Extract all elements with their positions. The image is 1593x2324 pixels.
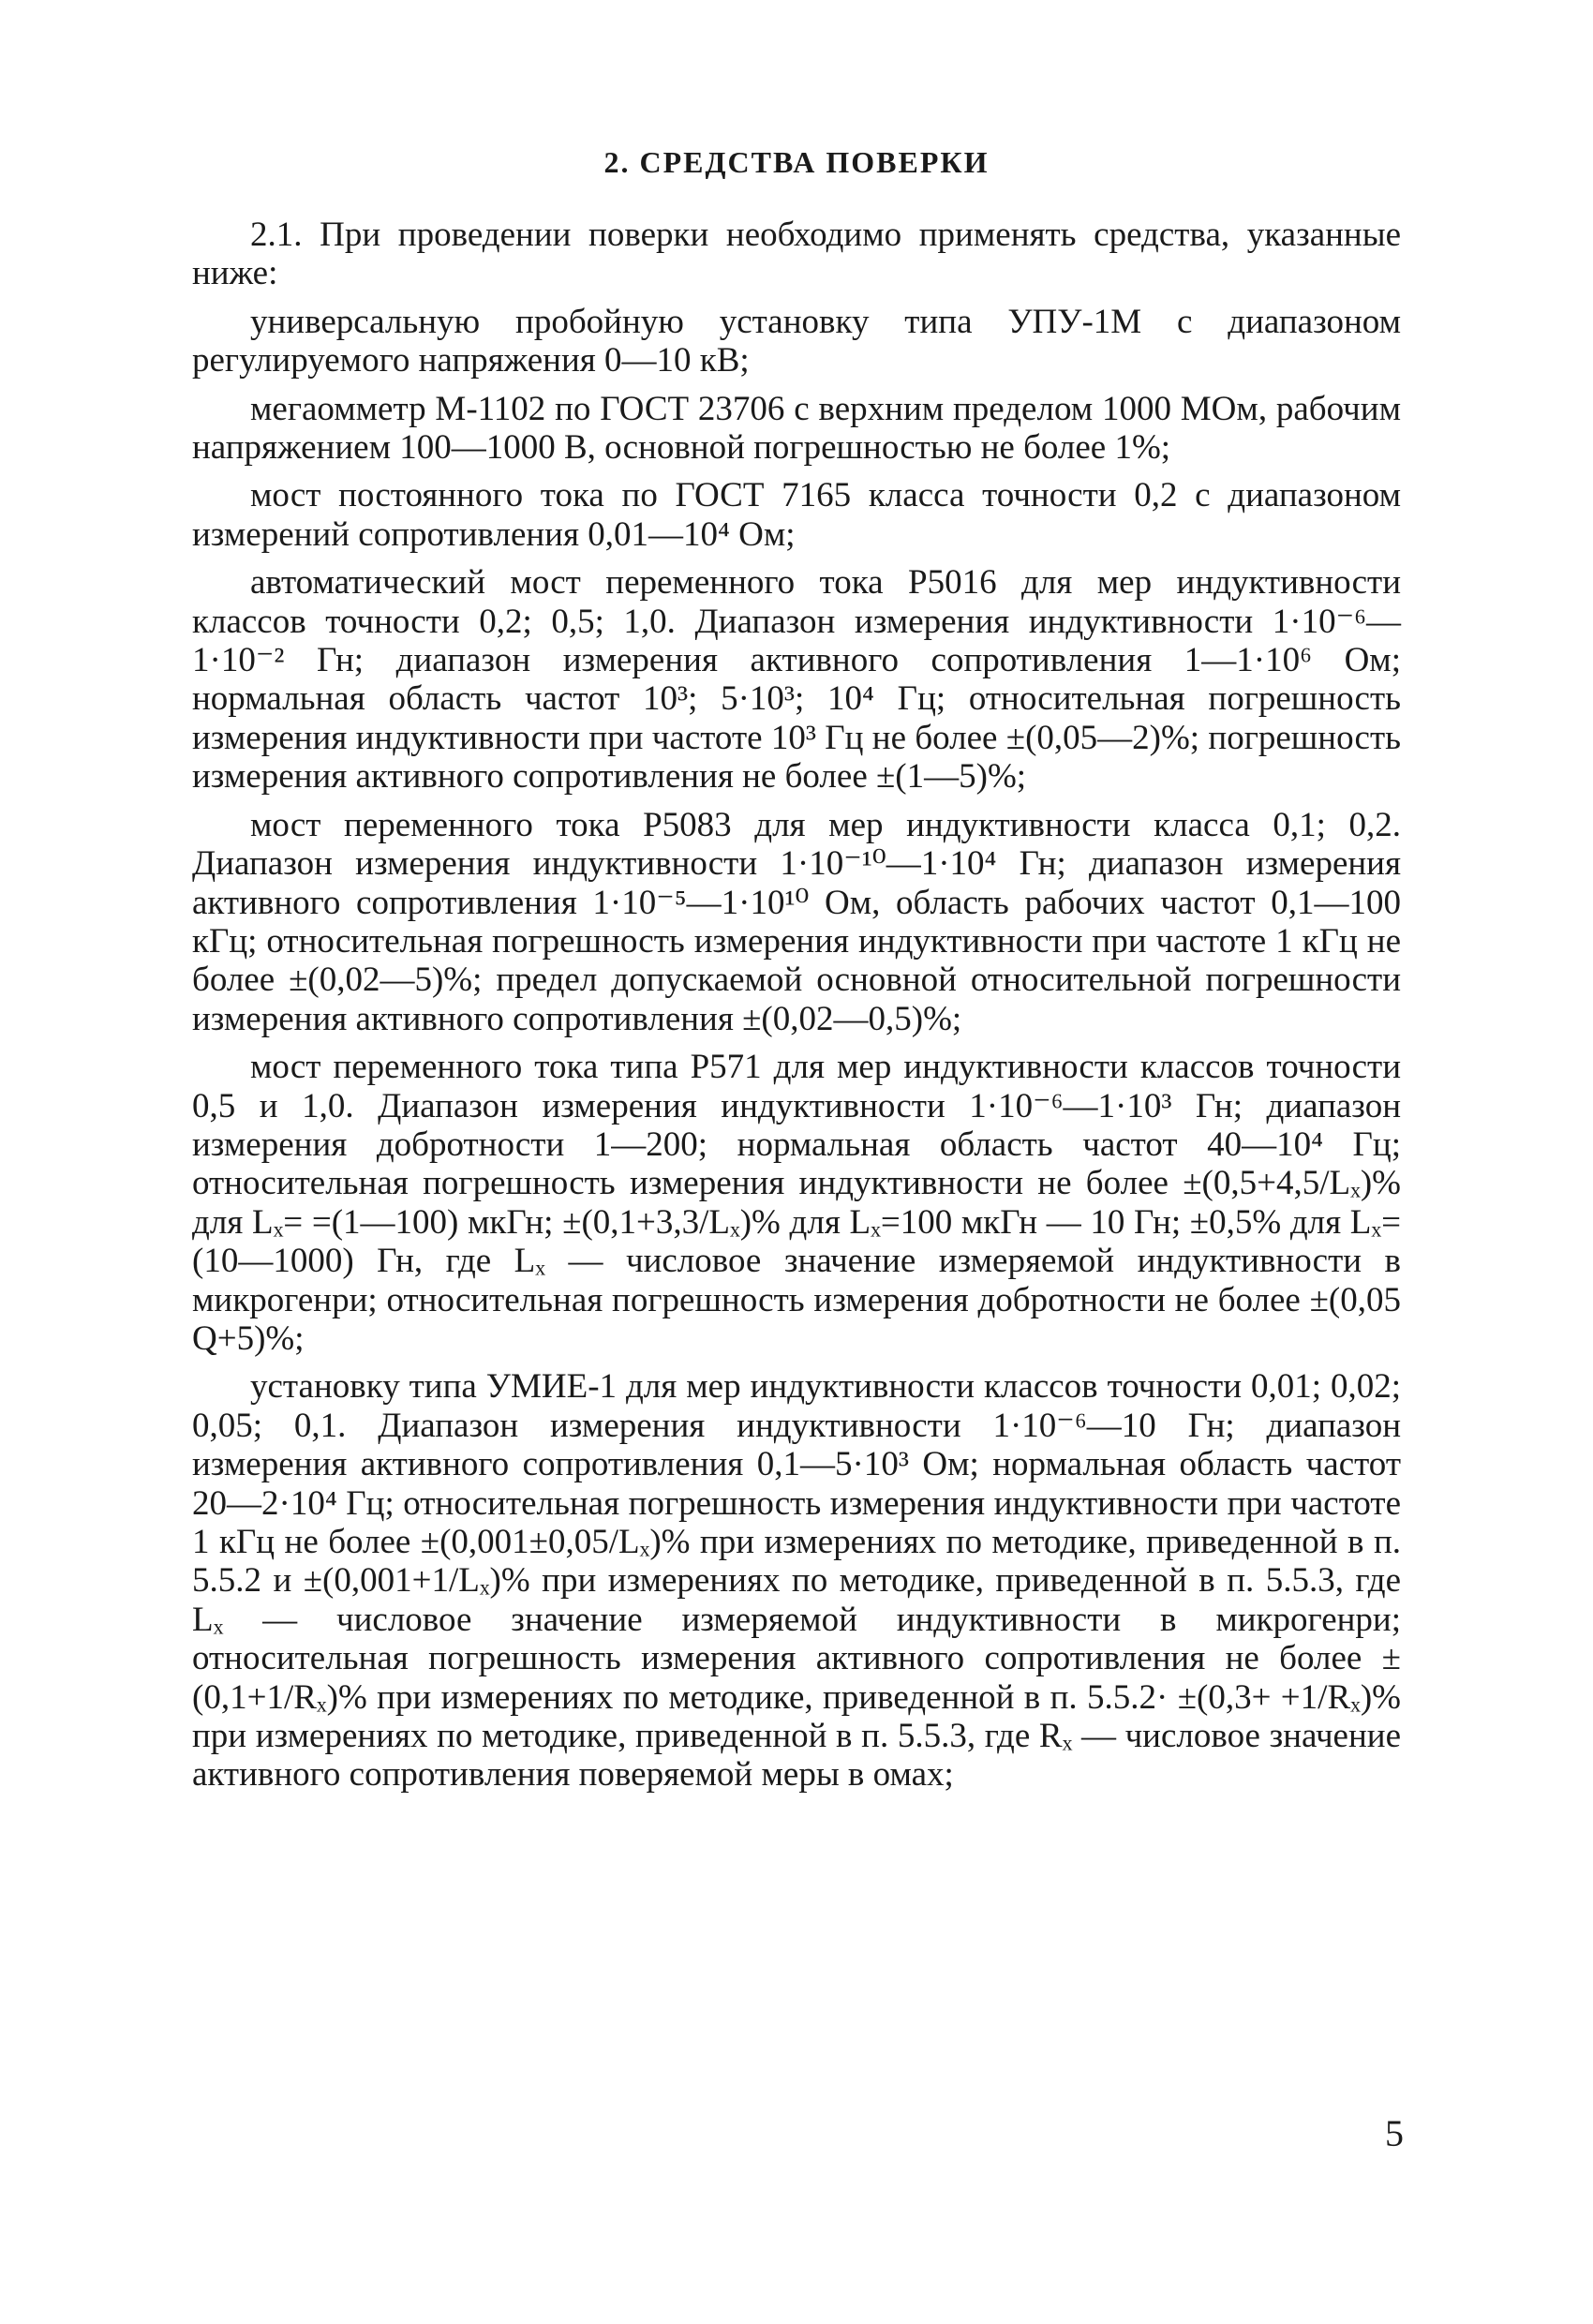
document-page bbox=[192, 145, 1401, 1804]
paragraph-bridge-p5016: автоматический мост переменного тока Р5016 для мер индуктивности классов точности 0,2; 0,5; 1,0. Диапазон измерения индуктивности 1·10⁻⁶—1·10⁻² Гн; диапазон измерения активного сопротивления 1—1·10⁶ Ом; нормальная область частот 10³; 5·10³; 10⁴ Гц; относительная погрешность измерения индуктивности при частоте 10³ Гц не более ±(0,05—2)%; погрешность измерения активного сопротивления не более ±(1—5)%; bbox=[192, 563, 1401, 797]
paragraph-bridge-p571: мост переменного тока типа Р571 для мер индуктивности классов точности 0,5 и 1,0. Диапазон измерения индуктивности 1·10⁻⁶—1·10³ Гн; диапазон измерения добротности 1—200; нормальная область частот 40—10⁴ Гц; относительная погрешность измерения индуктивности не более ±(0,5+4,5/Lₓ)% для Lₓ= =(1—100) мкГн; ±(0,1+3,3/Lₓ)% для Lₓ=100 мкГн — 10 Гн; ±0,5% для Lₓ=(10—1000) Гн, где Lₓ — числовое значение измеряемой индуктивности в микрогенри; относительная погрешность измерения добротности не более ±(0,05 Q+5)%; bbox=[192, 1048, 1401, 1358]
paragraph-intro: 2.1. При проведении поверки необходимо применять средства, указанные ниже: bbox=[192, 216, 1401, 293]
section-heading: 2. СРЕДСТВА ПОВЕРКИ bbox=[603, 145, 990, 179]
paragraph-bridge-p5083: мост переменного тока Р5083 для мер индуктивности класса 0,1; 0,2. Диапазон измерения индуктивности 1·10⁻¹⁰—1·10⁴ Гн; диапазон измерения активного сопротивления 1·10⁻⁵—1·10¹⁰ Ом, область рабочих частот 0,1—100 кГц; относительная погрешность измерения индуктивности при частоте 1 кГц не более ±(0,02—5)%; предел допускаемой основной относительной погрешности измерения активного сопротивления ±(0,02—0,5)%; bbox=[192, 805, 1401, 1038]
paragraph-megohmmeter: мегаомметр М-1102 по ГОСТ 23706 с верхним пределом 1000 МОм, рабочим напряжением 100—1000 В, основной погрешностью не более 1%; bbox=[192, 389, 1401, 468]
paragraph-dc-bridge: мост постоянного тока по ГОСТ 7165 класса точности 0,2 с диапазоном измерений сопротивления 0,01—10⁴ Ом; bbox=[192, 476, 1401, 554]
page-number: 5 bbox=[1385, 2112, 1404, 2154]
paragraph-umie-1: установку типа УМИЕ-1 для мер индуктивности классов точности 0,01; 0,02; 0,05; 0,1. Диапазон измерения индуктивности 1·10⁻⁶—10 Гн; диапазон измерения активного сопротивления 0,1—5·10³ Ом; нормальная область частот 20—2·10⁴ Гц; относительная погрешность измерения индуктивности при частоте 1 кГц не более ±(0,001±0,05/Lₓ)% при измерениях по методике, приведенной в п. 5.5.2 и ±(0,001+1/Lₓ)% при измерениях по методике, приведенной в п. 5.5.3, где Lₓ — числовое значение измеряемой индуктивности в микрогенри; относительная погрешность измерения активного сопротивления не более ±(0,1+1/Rₓ)% при измерениях по методике, приведенной в п. 5.5.2· ±(0,3+ +1/Rₓ)% при измерениях по методике, приведенной в п. 5.5.3, где Rₓ — числовое значение активного сопротивления поверяемой меры в омах; bbox=[192, 1367, 1401, 1795]
paragraph-upu-1m: универсальную пробойную установку типа УПУ-1М с диапазоном регулируемого напряжения 0—10 кВ; bbox=[192, 302, 1401, 380]
